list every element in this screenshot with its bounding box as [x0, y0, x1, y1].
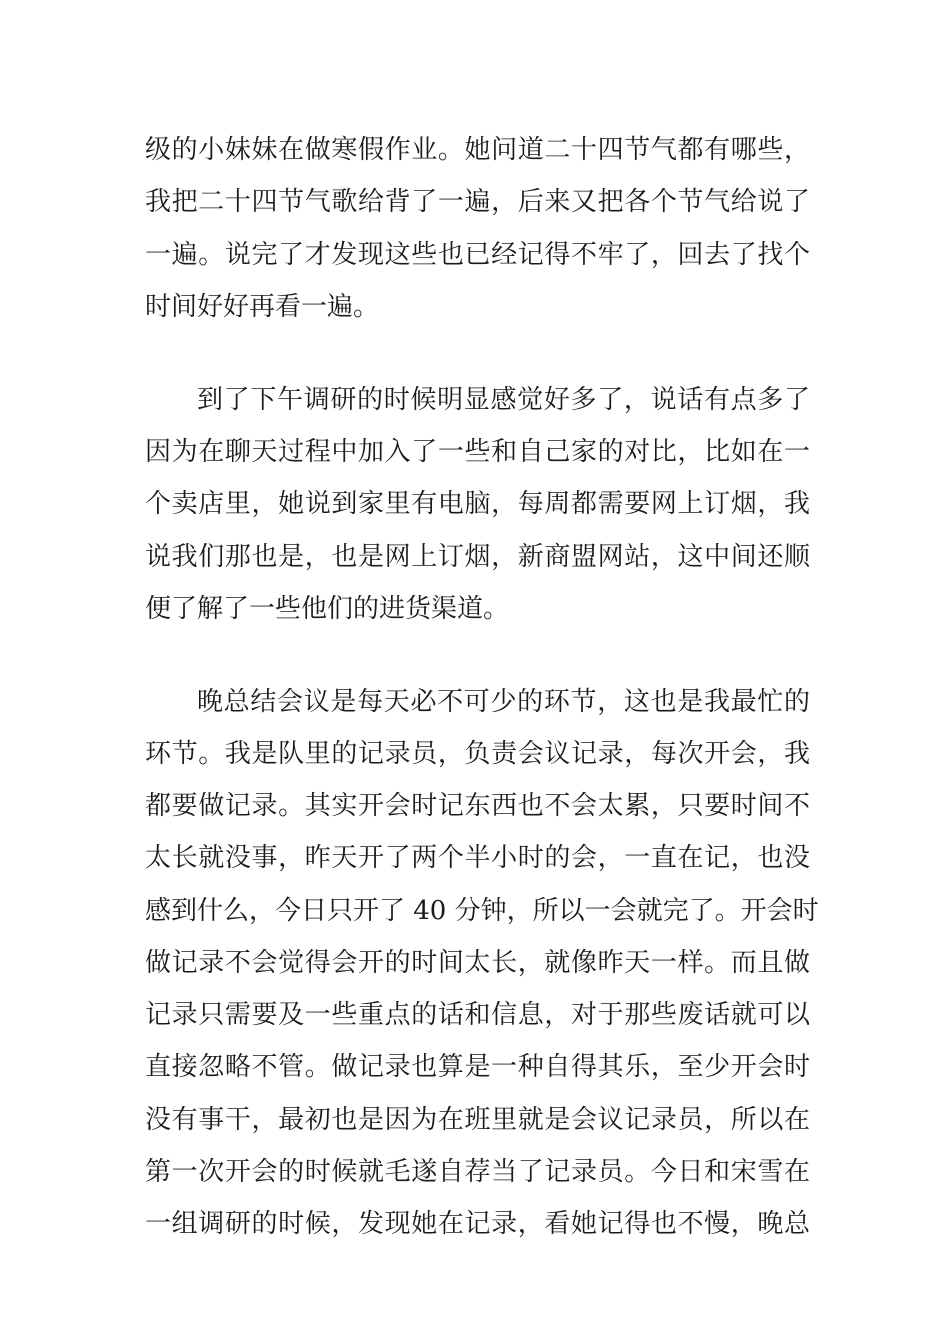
paragraph-3-line-8: 直接忽略不管。做记录也算是一种自得其乐，至少开会时 [145, 1052, 810, 1082]
paragraph-2-line-5: 便了解了一些他们的进货渠道。 [145, 594, 510, 624]
paragraph-2-line-1: 到了下午调研的时候明显感觉好多了，说话有点多了 [197, 385, 810, 415]
paragraph-3-line-5: 感到什么，今日只开了 40 分钟，所以一会就完了。开会时 [145, 896, 819, 926]
paragraph-1-line-2: 我把二十四节气歌给背了一遍，后来又把各个节气给说了 [145, 187, 810, 217]
paragraph-3-line-4: 太长就没事，昨天开了两个半小时的会，一直在记，也没 [145, 843, 810, 873]
paragraph-3-line-6: 做记录不会觉得会开的时间太长，就像昨天一样。而且做 [145, 948, 810, 978]
paragraph-1-line-3: 一遍。说完了才发现这些也已经记得不牢了，回去了找个 [145, 240, 810, 270]
paragraph-2-line-3: 个卖店里，她说到家里有电脑，每周都需要网上订烟，我 [145, 489, 810, 519]
paragraph-1-line-4: 时间好好再看一遍。 [145, 292, 380, 322]
paragraph-3-line-10: 第一次开会的时候就毛遂自荐当了记录员。今日和宋雪在 [145, 1157, 810, 1187]
paragraph-2-line-4: 说我们那也是，也是网上订烟，新商盟网站，这中间还顺 [145, 542, 810, 572]
paragraph-3-line-2: 环节。我是队里的记录员，负责会议记录，每次开会，我 [145, 739, 810, 769]
paragraph-3-line-11: 一组调研的时候，发现她在记录，看她记得也不慢，晚总 [145, 1209, 810, 1239]
paragraph-3-line-1: 晚总结会议是每天必不可少的环节，这也是我最忙的 [197, 687, 810, 717]
paragraph-1-line-1: 级的小妹妹在做寒假作业。她问道二十四节气都有哪些， [145, 135, 810, 165]
paragraph-3-line-9: 没有事干，最初也是因为在班里就是会议记录员，所以在 [145, 1105, 810, 1135]
paragraph-2-line-2: 因为在聊天过程中加入了一些和自己家的对比，比如在一 [145, 437, 810, 467]
paragraph-3-line-7: 记录只需要及一些重点的话和信息，对于那些废话就可以 [145, 1000, 810, 1030]
paragraph-3-line-3: 都要做记录。其实开会时记东西也不会太累，只要时间不 [145, 791, 810, 821]
